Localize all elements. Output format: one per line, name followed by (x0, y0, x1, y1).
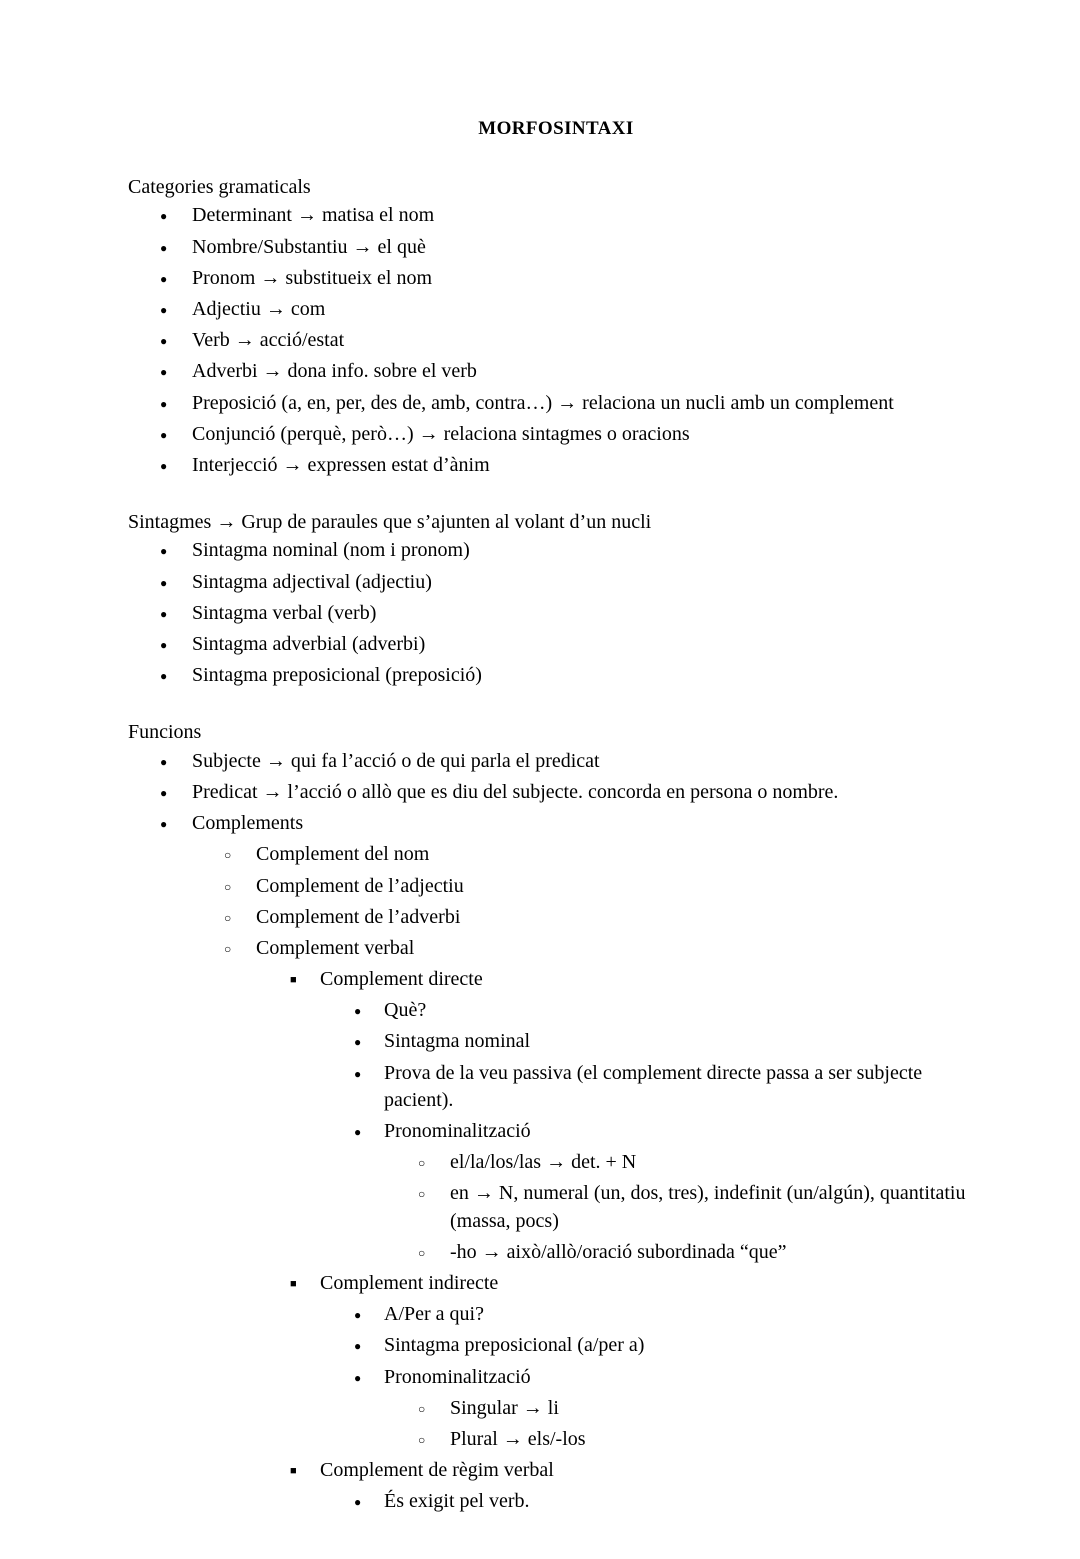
list-item: ● Sintagma preposicional (a/per a) (320, 1332, 984, 1359)
list-item: ● Nombre/Substantiu → el què (128, 234, 984, 261)
list-item: ● A/Per a qui? (320, 1301, 984, 1328)
list-item: ● Subjecte → qui fa l’acció o de qui parla el predicat (128, 748, 984, 775)
pronominalitzacio-cd-list (384, 1149, 984, 1266)
list-item: ● Verb → acció/estat (128, 327, 984, 354)
complements-list (192, 841, 984, 1515)
complement-indirecte-list (320, 1301, 984, 1453)
list-item: ○ -ho → això/allò/oració subordinada “que” (384, 1239, 984, 1266)
list-item: ○ Complement del nom (192, 841, 984, 868)
list-item: ● Predicat → l’acció o allò que es diu del subjecte. concorda en persona o nombre. (128, 779, 984, 806)
pronominalitzacio-label: Pronominalització (384, 1120, 531, 1143)
list-item (192, 935, 984, 1516)
pronominalitzacio-ci-list (384, 1395, 984, 1453)
list-item: ○ Plural → els/-los (384, 1426, 984, 1453)
list-item: ● Adverbi → dona info. sobre el verb (128, 358, 984, 385)
list-item: ○ Singular → li (384, 1395, 984, 1422)
complement-directe-list (320, 997, 984, 1266)
page-title: MORFOSINTAXI (478, 118, 634, 139)
list-item: ○ Complement de l’adverbi (192, 904, 984, 931)
list-item: ● Sintagma adverbial (adverbi) (128, 631, 984, 658)
pronominalitzacio-label: Pronominalització (384, 1365, 531, 1388)
sintagmes-list (128, 537, 984, 689)
list-item: ● Sintagma nominal (nom i pronom) (128, 537, 984, 564)
list-item: ● Sintagma preposicional (preposició) (128, 662, 984, 689)
list-item: ● És exigit pel verb. (320, 1488, 984, 1515)
section-heading-categories: Categories gramaticals (128, 176, 311, 198)
complement-regim-label: Complement de règim verbal (320, 1459, 554, 1482)
complement-indirecte-label: Complement indirecte (320, 1271, 499, 1294)
list-item: ● Sintagma verbal (verb) (128, 600, 984, 627)
spacer (128, 693, 984, 719)
complement-directe-label: Complement directe (320, 968, 483, 991)
list-item (320, 1364, 984, 1454)
list-item (320, 1118, 984, 1266)
list-item: ○ el/la/los/las → det. + N (384, 1149, 984, 1176)
list-item: ● Preposició (a, en, per, des de, amb, contra…) → relaciona un nucli amb un complement (128, 390, 984, 417)
list-item: ○ Complement de l’adjectiu (192, 873, 984, 900)
list-item: ● Pronom → substitueix el nom (128, 265, 984, 292)
section-heading-sintagmes: Sintagmes → Grup de paraules que s’ajunten al volant d’un nucli (128, 511, 652, 534)
list-item (128, 810, 984, 1515)
complement-regim-list (320, 1488, 984, 1515)
funcions-list (128, 748, 984, 1516)
list-item: ○ en → N, numeral (un, dos, tres), indefinit (un/algún), quantitatiu (massa, pocs) (384, 1180, 984, 1234)
list-item: ● Sintagma adjectival (adjectiu) (128, 569, 984, 596)
list-item: ● Prova de la veu passiva (el complement directe passa a ser subjecte pacient). (320, 1060, 984, 1114)
list-item: ● Conjunció (perquè, però…) → relaciona sintagmes o oracions (128, 421, 984, 448)
categories-list (128, 202, 984, 479)
list-item: ● Sintagma nominal (320, 1028, 984, 1055)
list-item: ● Adjectiu → com (128, 296, 984, 323)
spacer (128, 483, 984, 509)
complement-verbal-label: Complement verbal (256, 936, 415, 959)
complements-label: Complements (192, 812, 304, 835)
list-item: ● Determinant → matisa el nom (128, 202, 984, 229)
section-heading-funcions: Funcions (128, 721, 202, 744)
list-item (256, 1270, 984, 1453)
list-item: ● Interjecció → expressen estat d’ànim (128, 452, 984, 479)
complement-verbal-list (256, 966, 984, 1515)
list-item (256, 1457, 984, 1515)
list-item: ● Què? (320, 997, 984, 1024)
list-item (256, 966, 984, 1266)
